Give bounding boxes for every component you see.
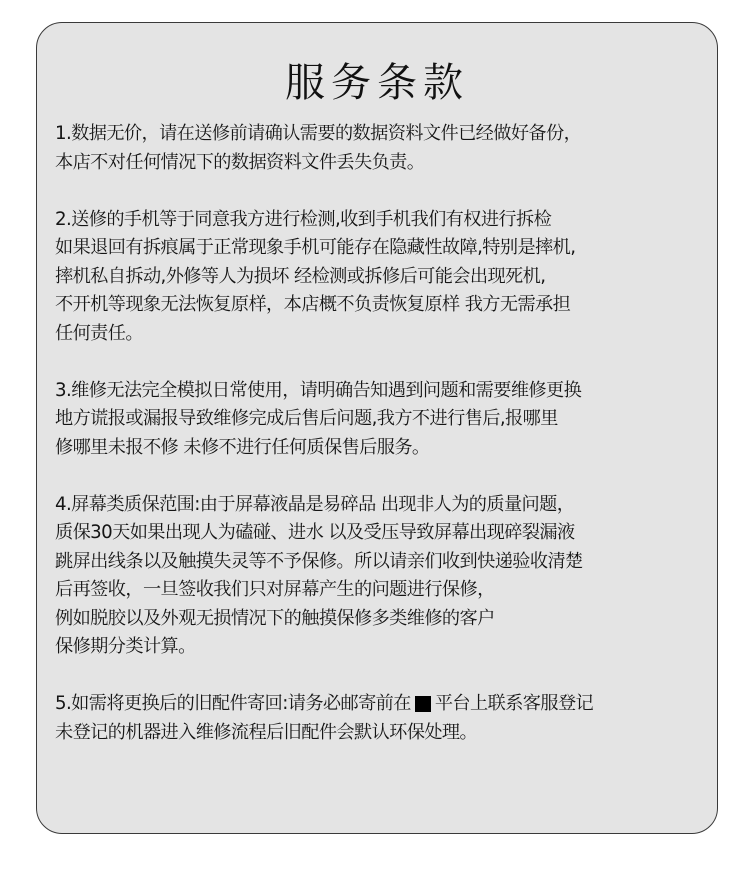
section-3-line-1: 3.维修无法完全模拟日常使用，请明确告知遇到问题和需要维修更换 [55, 379, 582, 401]
section-4-line-5: 例如脱胶以及外观无损情况下的触摸保修多类维修的客户 [55, 607, 495, 629]
redacted-square-icon [415, 696, 431, 712]
section-2-line-2: 如果退回有拆痕属于正常现象手机可能存在隐藏性故障,特别是摔机, [55, 237, 576, 258]
section-2-line-4: 不开机等现象无法恢复原样，本店概不负责恢复原样 我方无需承担 [55, 294, 571, 315]
section-4-line-4: 后再签收，一旦签收我们只对屏幕产生的问题进行保修， [55, 579, 495, 600]
section-4-line-3: 跳屏出线条以及触摸失灵等不予保修。所以请亲们收到快递验收清楚 [55, 550, 583, 572]
section-spacer [55, 662, 719, 691]
section-2-line-5: 任何责任。 [55, 322, 143, 344]
section-3-line-2: 地方谎报或漏报导致维修完成后售后问题,我方不进行售后,报哪里 [55, 408, 558, 429]
section-spacer [55, 462, 719, 491]
section-1-line-2: 本店不对任何情况下的数据资料文件丢失负责。 [55, 151, 425, 173]
section-2-line-1: 2.送修的手机等于同意我方进行检测,收到手机我们有权进行拆检 [55, 208, 552, 230]
section-3-line-3: 修哪里未报不修 未修不进行任何质保售后服务。 [55, 436, 430, 458]
section-5-line-2: 未登记的机器进入维修流程后旧配件会默认环保处理。 [55, 721, 478, 743]
section-4-line-1: 4.屏幕类质保范围:由于屏幕液晶是易碎品 出现非人为的质量问题， [55, 493, 575, 515]
terms-body [55, 120, 719, 747]
section-4-line-2: 质保30天如果出现人为磕碰、进水 以及受压导致屏幕出现碎裂漏液 [55, 522, 575, 543]
terms-card [36, 22, 718, 834]
section-5-line-1-before: 5.如需将更换后的旧配件寄回:请务必邮寄前在 [55, 693, 411, 714]
section-5-line-1-after: 平台上联系客服登记 [434, 693, 594, 714]
section-5-line-1 [55, 690, 719, 719]
page-title: 服务条款 [285, 60, 469, 106]
section-4-line-6: 保修期分类计算。 [55, 636, 196, 657]
section-spacer [55, 177, 719, 206]
section-spacer [55, 348, 719, 377]
section-1-line-1: 1.数据无价，请在送修前请确认需要的数据资料文件已经做好备份， [55, 123, 582, 144]
section-2-line-3: 摔机私自拆动,外修等人为损坏 经检测或拆修后可能会出现死机, [55, 265, 546, 287]
